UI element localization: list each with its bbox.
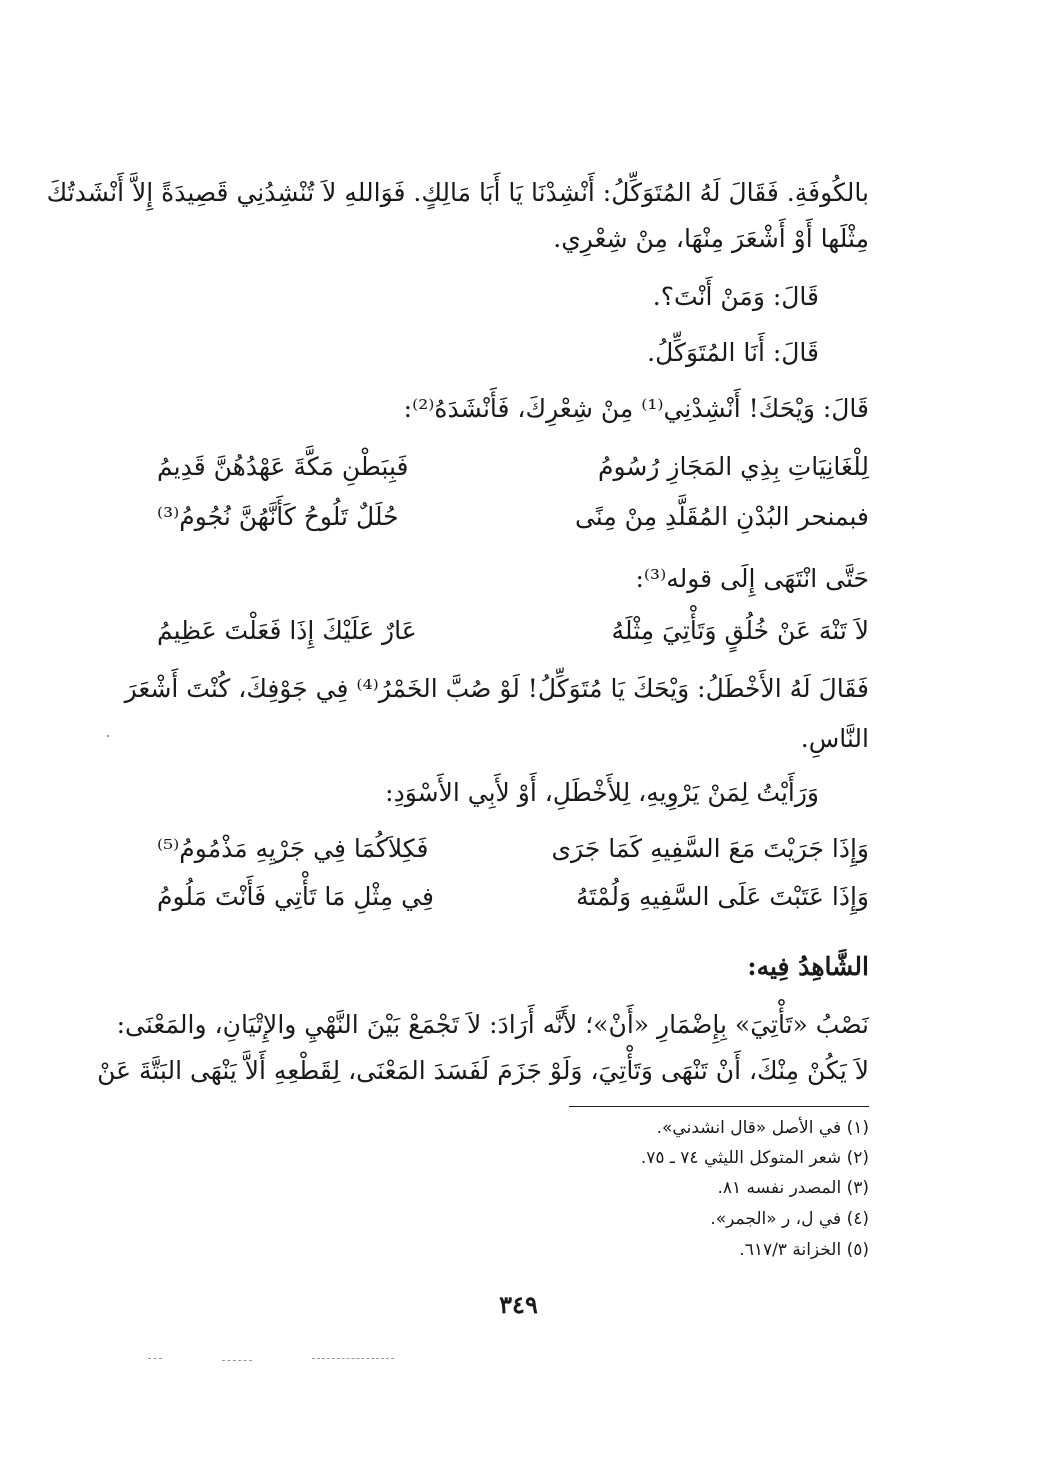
body-line-2: مِثْلَها أَوْ أَشْعَرَ مِنْهَا، مِنْ شِعْرِي. (553, 224, 869, 253)
verse-4-second-hemistich: فَكِلاَكُمَا فِي جَرْيِهِ مَذْمُومُ⁽⁵⁾ (157, 834, 429, 863)
footnote-separator (569, 1106, 869, 1107)
verse-4 (157, 828, 869, 870)
scan-mark-left (148, 1358, 162, 1359)
verse-3-first-hemistich: لاَ تَنْهَ عَنْ خُلُقٍ وَتَأْتِيَ مِثْلَهُ (611, 616, 869, 645)
body-line-people: النَّاسِ. (800, 724, 869, 753)
verse-2-first-hemistich: فبمنحر البُدْنِ المُقَلَّدِ مِنْ مِنًى (574, 502, 869, 531)
verse-1 (157, 446, 869, 488)
verse-5 (157, 876, 869, 918)
footnote-3: (٣) المصدر نفسه ٨١. (717, 1178, 869, 1198)
body-line-grammar-2: لاَ يَكُنْ مِنْكَ، أَنْ تَنْهَى وَتَأْتِيَ، وَلَوْ جَزَمَ لَفَسَدَ المَعْنَى، لِقَطْعِهِ أَلاَّ يَنْهَى البَتَّةَ عَنْ (97, 1056, 869, 1085)
body-line-narrator: وَرَأَيْتُ لِمَنْ يَرْوِيهِ، لِلأَخْطَلِ، أَوْ لأَبِي الأَسْوَدِ: (385, 778, 819, 807)
body-line-akhtal: فَقَالَ لَهُ الأَخْطَلُ: وَيْحَكَ يَا مُتَوَكِّلُ! لَوْ صُبَّ الخَمْرُ⁽⁴⁾ فِي جَوْفِكَ، كُنْتَ أَشْعَرَ (124, 674, 869, 703)
body-line-1: بالكُوفَةِ. فَقَالَ لَهُ المُتَوَكِّلُ: أَنْشِدْنَا يَا أَبَا مَالِكٍ. فَوَاللهِ لاَ تُنْشِدُنِي قَصِيدَةً إِلاَّ أَنْشَدتُكَ (46, 178, 869, 207)
body-line-until: حَتَّى انْتَهَى إِلَى قوله⁽³⁾: (635, 564, 869, 593)
footnote-1: (١) في الأصل «قال انشدني». (656, 1118, 869, 1138)
section-heading: الشَّاهِدُ فِيه: (747, 952, 869, 981)
body-line-recite: قَالَ: وَيْحَكَ! أَنْشِدْنِي⁽¹⁾ مِنْ شِعْرِكَ، فَأَنْشَدَهُ⁽²⁾: (403, 394, 869, 423)
body-line-grammar-1: نَصْبُ «تَأْتِيَ» بِإِضْمَارِ «أَنْ»؛ لأَنَّه أَرَادَ: لاَ تَجْمَعْ بَيْنَ النَّهْيِ والإِتْيَانِ، والمَعْنَى: (116, 1010, 869, 1039)
dialogue-line-answer: قَالَ: أَنَا المُتَوَكِّلُ. (647, 338, 819, 367)
verse-2-second-hemistich: حُلَلٌ تَلُوحُ كَأَنَّهُنَّ نُجُومُ⁽³⁾ (157, 502, 399, 531)
footnote-4: (٤) في ل، ر «الجمر». (710, 1209, 869, 1229)
page-number: ٣٤٩ (499, 1290, 538, 1319)
footnote-5: (٥) الخزانة ٦١٧/٣. (739, 1240, 869, 1260)
verse-4-first-hemistich: وَإِذَا جَرَيْتَ مَعَ السَّفِيهِ كَمَا جَرَى (551, 834, 869, 863)
scan-mark-right (312, 1358, 394, 1359)
verse-2 (157, 496, 869, 538)
verse-1-second-hemistich: فَبِبَطْنِ مَكَّةَ عَهْدُهُنَّ قَدِيمُ (157, 452, 409, 481)
verse-5-first-hemistich: وَإِذَا عَتَبْتَ عَلَى السَّفِيهِ وَلُمْتَهُ (575, 882, 869, 911)
verse-3-second-hemistich: عَارٌ عَلَيْكَ إِذَا فَعَلْتَ عَظِيمُ (157, 616, 417, 645)
scan-mark-middle (222, 1360, 252, 1361)
footnote-2: (٢) شعر المتوكل الليثي ٧٤ ـ ٧٥. (640, 1148, 869, 1168)
dialogue-line-who: قَالَ: وَمَنْ أَنْتَ؟. (652, 282, 819, 311)
verse-1-first-hemistich: لِلْغَانِيَاتِ بِذِي المَجَازِ رُسُومُ (598, 452, 869, 481)
verse-3 (157, 610, 869, 652)
scan-speck (107, 735, 109, 737)
verse-5-second-hemistich: فِي مِثْلِ مَا تَأْتِي فَأَنْتَ مَلُومُ (157, 882, 434, 911)
